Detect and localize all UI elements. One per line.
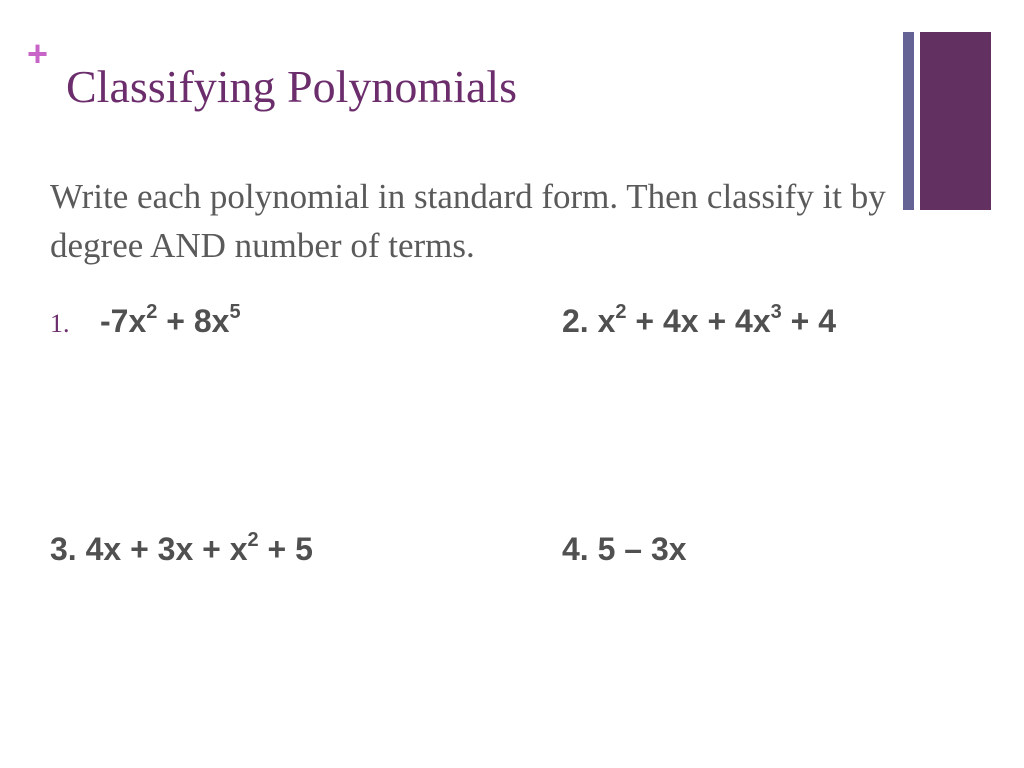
expression-text: 2. x (562, 303, 616, 339)
problem-4 (562, 533, 687, 565)
list-number-marker: 1. (50, 309, 70, 338)
exponent: 2 (146, 301, 158, 324)
problem-2 (562, 301, 837, 339)
expression-text: -7x (100, 303, 147, 339)
expression-text: + 5 (258, 531, 313, 567)
accent-bar-thin (903, 32, 914, 210)
exponent: 3 (770, 301, 782, 324)
accent-bar-thick (920, 32, 991, 210)
expression-text: 3. 4x + 3x + x (50, 531, 248, 567)
expression-text: + 4 (781, 303, 837, 339)
exponent: 2 (615, 301, 627, 324)
plus-icon: + (27, 33, 49, 74)
problem-1 (100, 301, 241, 339)
exponent: 2 (247, 529, 259, 552)
expression-text: + 8x (157, 303, 230, 339)
expression-text: + 4x + 4x (626, 303, 771, 339)
problem-3 (50, 529, 313, 567)
exponent: 5 (229, 301, 241, 324)
instructions-text: Write each polynomial in standard form. Then classify it by degree AND number of terms. (50, 177, 886, 265)
slide-title: Classifying Polynomials (66, 61, 518, 112)
expression-text: 4. 5 – 3x (562, 531, 687, 567)
